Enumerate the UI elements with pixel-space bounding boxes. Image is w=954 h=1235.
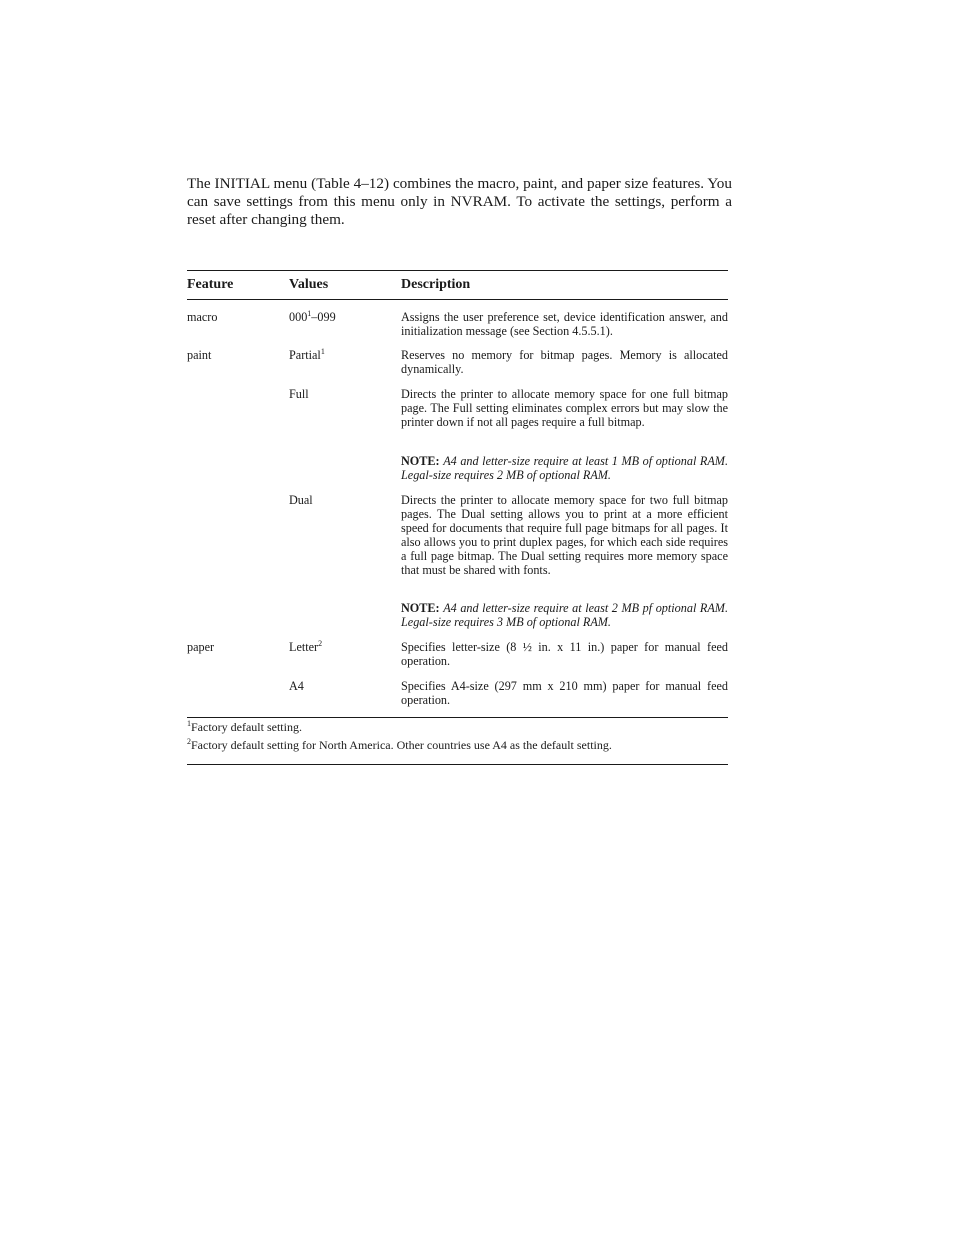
table-footnotes — [187, 718, 728, 764]
initial-menu-table — [187, 270, 728, 765]
footnote-2: $^2$Factory default setting for North America. Other countries use A4 as the default setting. — [187, 737, 612, 752]
footnote-ref: 1 — [320, 346, 325, 356]
description-macro: Assigns the user preference set, device identification answer, and initialization message (see Section 4.5.5.1). — [401, 310, 728, 338]
footnote-1: $^1$Factory default setting. — [187, 719, 302, 734]
footnote-ref: 2 — [318, 638, 323, 648]
value-letter: Letter$^2$ — [289, 638, 323, 654]
value-partial: Partial$^1$ — [289, 346, 325, 362]
header-feature: Feature — [187, 277, 234, 292]
table-header-row — [187, 271, 728, 299]
description-letter: Specifies letter-size (8 ½ in. x 11 in.) paper for manual feed operation. — [401, 640, 728, 668]
value-a4: A4 — [289, 679, 304, 693]
note-full: NOTE: A4 and letter-size require at least 1 MB of optional RAM. Legal-size requires 2 MB of optional RAM. — [401, 454, 729, 482]
feature-paint: paint — [187, 348, 212, 362]
feature-macro: macro — [187, 310, 218, 324]
footnote-ref: 1 — [307, 308, 312, 318]
value-full: Full — [289, 387, 309, 401]
value-dual: Dual — [289, 493, 313, 507]
description-dual: Directs the printer to allocate memory space for two full bitmap pages. The Dual setting allows you to print at a more efficient speed for documents that require full page bitmaps for all pages. It also allows you to print duplex pages, for which each side requires a full page bitmap. The Dual setting requires more memory space that must be shared with fonts. — [401, 493, 728, 577]
description-a4: Specifies A4-size (297 mm x 210 mm) paper for manual feed operation. — [401, 679, 728, 707]
note-dual: NOTE: A4 and letter-size require at least 2 MB pf optional RAM. Legal-size requires 3 MB of optional RAM. — [401, 601, 729, 629]
description-full: Directs the printer to allocate memory space for one full bitmap page. The Full setting eliminates complex errors but may slow the printer down if not all pages require a full bitmap. — [401, 387, 728, 429]
feature-paper: paper — [187, 640, 215, 654]
value-macro: $000^1-099$ — [289, 308, 336, 324]
header-values: Values — [289, 277, 329, 292]
intro-paragraph: The INITIAL menu (Table 4–12) combines the macro, paint, and paper size features. You can save settings from this menu only in NVRAM. To activate the settings, perform a reset after changing them. — [187, 175, 732, 228]
description-partial: Reserves no memory for bitmap pages. Memory is allocated dynamically. — [401, 348, 728, 376]
table-body — [187, 300, 728, 717]
header-description: Description — [401, 277, 471, 292]
table-bottom-rule — [187, 764, 728, 765]
